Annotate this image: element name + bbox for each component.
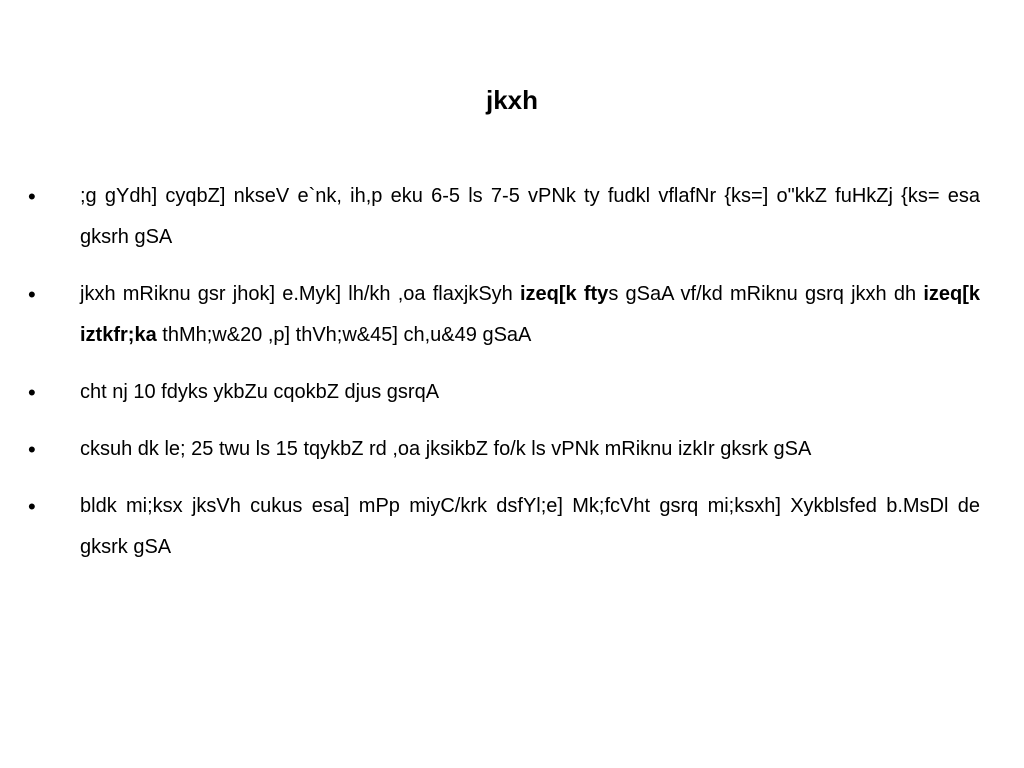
bullet-text: cht nj 10 fdyks ykbZu cqokbZ djus gsrqA	[80, 381, 440, 403]
bullet-text-bold: izeq[k fty	[519, 283, 609, 305]
bullet-dot-icon: •	[28, 282, 36, 307]
bullet-dot-icon: •	[28, 380, 36, 405]
slide-title: jkxh	[485, 85, 539, 115]
bullet-item	[28, 274, 980, 356]
bullet-text: thMh;w&20 ,p] thVh;w&45] ch,u&49 gSaA	[156, 324, 532, 346]
bullet-item	[28, 176, 980, 258]
bullet-text: ;g gYdh] cyqbZ] nkseV e`nk, ih,p eku 6-5 ls 7-5 vPNk ty fudkl vflafNr {ks=] o"kkZ fuHkZj {ks= esa gksrh gSA	[80, 185, 980, 248]
bullet-list	[28, 176, 980, 584]
bullet-text-bold: izeq[k iztkfr;ka	[80, 283, 980, 346]
bullet-item	[28, 429, 980, 470]
bullet-item	[28, 486, 980, 568]
bullet-dot-icon: •	[28, 494, 36, 519]
bullet-text: bldk mi;ksx jksVh cukus esa] mPp miyC/krk dsfYl;e] Mk;fcVht gsrq mi;ksxh] Xykblsfed b.MsDl de gksrk gSA	[80, 495, 980, 558]
bullet-text: jkxh mRiknu gsr jhok] e.Myk] lh/kh ,oa flaxjkSyh	[80, 283, 520, 305]
bullet-dot-icon: •	[28, 184, 36, 209]
bullet-dot-icon: •	[28, 437, 36, 462]
bullet-text: s gSaA vf/kd mRiknu gsrq jkxh dh	[608, 283, 924, 305]
bullet-text: cksuh dk le; 25 twu ls 15 tqykbZ rd ,oa jksikbZ fo/k ls vPNk mRiknu izkIr gksrk gSA	[80, 438, 812, 460]
bullet-item	[28, 372, 980, 413]
